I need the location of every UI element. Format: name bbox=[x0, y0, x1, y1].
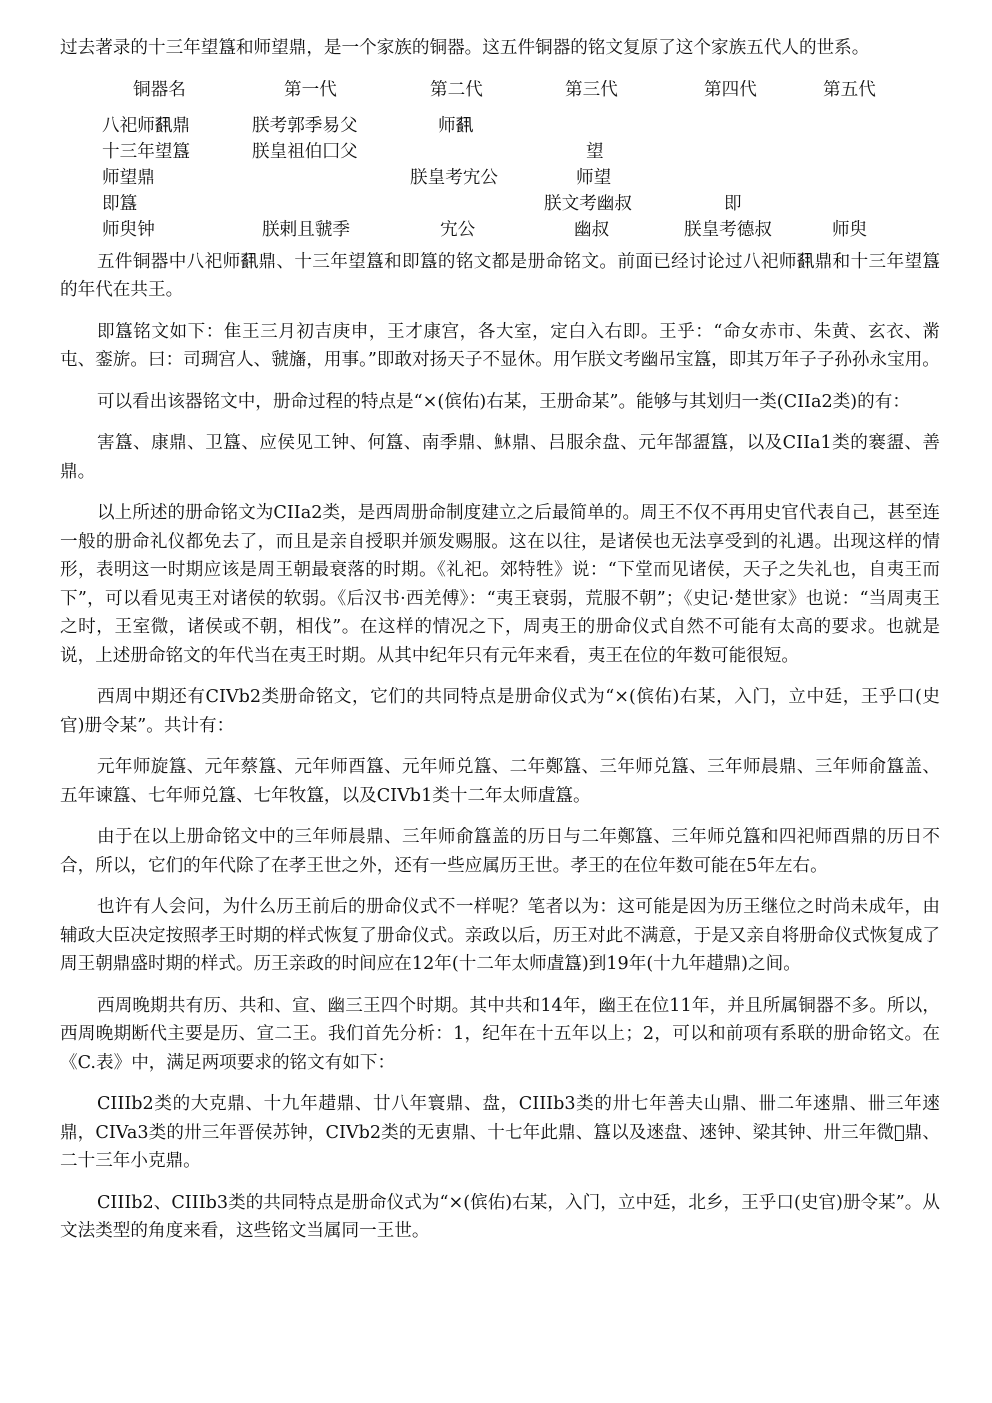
header-vessel: 铜器名 bbox=[133, 79, 186, 100]
row2-gen3: 望 bbox=[586, 141, 604, 162]
header-gen5: 第五代 bbox=[823, 79, 876, 100]
header-gen4: 第四代 bbox=[704, 79, 757, 100]
row5-gen3: 幽叔 bbox=[574, 219, 610, 240]
header-gen2: 第二代 bbox=[430, 79, 483, 100]
row2-gen1: 朕皇祖伯囗父 bbox=[252, 141, 358, 162]
row4-gen3: 朕文考幽叔 bbox=[544, 193, 632, 214]
header-gen3: 第三代 bbox=[565, 79, 618, 100]
row3-vessel: 师望鼎 bbox=[102, 167, 155, 188]
row4-gen4: 即 bbox=[724, 193, 742, 214]
header-gen1: 第一代 bbox=[284, 79, 337, 100]
paragraph-1: 五件铜器中八祀师𩛥鼎、十三年望簋和即簋的铭文都是册命铭文。前面已经讨论过八祀师𩛥鼎和十三年望簋的年代在共王。 bbox=[60, 251, 940, 300]
row5-vessel: 师臾钟 bbox=[102, 219, 155, 240]
paragraph-2: 即簋铭文如下：隹王三月初吉庚申，王才康宫，各大室，定白入右即。王乎：“命女赤市、朱黄、玄衣、黹屯、銮旂。曰：司琱宫人、虢旛，用事。”即敢对扬天子不显休。用乍朕文考幽吊宝簋，即其万年子子孙孙永宝用。 bbox=[60, 321, 940, 370]
paragraph-4: 害簋、康鼎、卫簋、应侯见工钟、何簋、南季鼎、𩵦鼎、吕服余盘、元年郜盨簋，以及CIIa1类的褰盨、善鼎。 bbox=[60, 433, 940, 482]
row2-vessel: 十三年望簋 bbox=[102, 141, 190, 162]
lineage-table bbox=[60, 76, 940, 238]
row5-gen4: 朕皇考德叔 bbox=[684, 219, 772, 240]
row3-gen2: 朕皇考宄公 bbox=[410, 167, 498, 188]
paragraph-7: 元年师旋簋、元年蔡簋、元年师酉簋、元年师兑簋、二年鄭簋、三年师兑簋、三年师晨鼎、三年师俞簋盖、五年谏簋、七年师兑簋、七年牧簋，以及CIVb1类十二年太师虘簋。 bbox=[60, 757, 940, 806]
row5-gen5: 师臾 bbox=[832, 219, 868, 240]
row1-gen1: 朕考郭季易父 bbox=[252, 115, 358, 136]
paragraph-10: 西周晚期共有历、共和、宣、幽三王四个时期。其中共和14年，幽王在位11年，并且所属铜器不多。所以，西周晚期断代主要是历、宣二王。我们首先分析：1，纪年在十五年以上；2，可以和前项有系联的册命铭文。在《C.表》中，满足两项要求的铭文有如下： bbox=[60, 995, 940, 1073]
paragraph-8: 由于在以上册命铭文中的三年师晨鼎、三年师俞簋盖的历日与二年鄭簋、三年师兑簋和四祀师酉鼎的历日不合，所以，它们的年代除了在孝王世之外，还有一些应属历王世。孝王的在位年数可能在5年左右。 bbox=[60, 827, 940, 876]
paragraph-9: 也许有人会问，为什么历王前后的册命仪式不一样呢？笔者以为：这可能是因为历王继位之时尚未成年，由辅政大臣决定按照孝王时期的样式恢复了册命仪式。亲政以后，历王对此不满意，于是又亲自将册命仪式恢复成了周王朝鼎盛时期的样式。历王亲政的时间应在12年(十二年太师虘簋)到19年(十九年趞鼎)之间。 bbox=[60, 897, 940, 974]
paragraph-6: 西周中期还有CIVb2类册命铭文，它们的共同特点是册命仪式为“×(傧佑)右某，入门，立中廷，王乎口(史官)册令某”。共计有： bbox=[60, 687, 940, 736]
intro-paragraph: 过去著录的十三年望簋和师望鼎，是一个家族的铜器。这五件铜器的铭文复原了这个家族五代人的世系。 bbox=[60, 38, 870, 58]
row5-gen2: 宄公 bbox=[440, 219, 476, 240]
paragraph-12: CIIIb2、CIIIb3类的共同特点是册命仪式为“×(傧佑)右某，入门，立中廷，北乡，王乎口(史官)册令某”。从文法类型的角度来看，这些铭文当属同一王世。 bbox=[60, 1192, 940, 1241]
row4-vessel: 即簋 bbox=[102, 193, 138, 214]
paragraph-5: 以上所述的册命铭文为CIIa2类，是西周册命制度建立之后最简单的。周王不仅不再用史官代表自己，甚至连一般的册命礼仪都免去了，而且是亲自授职并颁发赐服。这在以往，是诸侯也无法享受到的礼遇。出现这样的情形，表明这一时期应该是周王朝最衰落的时期。《礼祀。郊特牲》说：“下堂而见诸侯，天子之失礼也，自夷王而下”，可以看见夷王对诸侯的软弱。《后汉书·西羌傅》：“夷王衰弱，荒服不朝”；《史记·楚世家》也说：“当周夷王之时，王室微，诸侯或不朝，相伐”。在这样的情况之下，周夷王的册命仪式自然不可能有太高的要求。也就是说，上述册命铭文的年代当在夷王时期。从其中纪年只有元年来看，夷王在位的年数可能很短。 bbox=[60, 503, 940, 666]
row1-vessel: 八祀师𩛥鼎 bbox=[102, 115, 190, 136]
paragraph-3: 可以看出该器铭文中，册命过程的特点是“×(傧佑)右某，王册命某”。能够与其划归一类(CIIa2类)的有： bbox=[96, 391, 910, 412]
paragraph-11: CIIIb2类的大克鼎、十九年趞鼎、廿八年寰鼎、盘，CIIIb3类的卅七年善夫山鼎、卌二年逨鼎、卌三年逨鼎，CIVa3类的卅三年晋侯苏钟，CIVb2类的无叀鼎、十七年此鼎、簋以及逨盘、逨钟、梁其钟、卅三年微𢑚鼎、二十三年小克鼎。 bbox=[60, 1094, 940, 1171]
row3-gen3: 师望 bbox=[576, 167, 612, 188]
document-page bbox=[60, 34, 940, 1259]
row1-gen2: 师𩛥 bbox=[438, 115, 474, 136]
row5-gen1: 朕剌且虢季 bbox=[262, 219, 350, 240]
